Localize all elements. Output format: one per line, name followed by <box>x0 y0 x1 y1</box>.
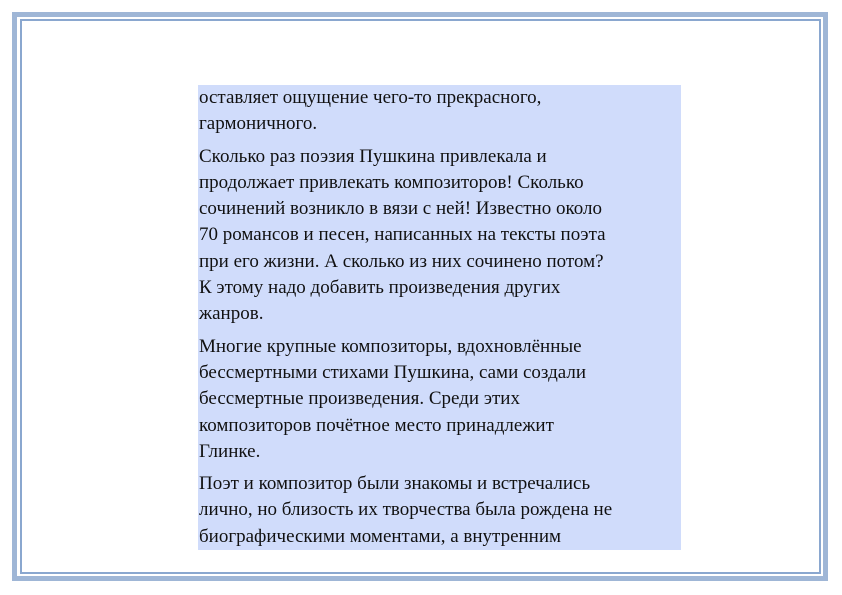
paragraph-line: Глинке. <box>199 440 261 462</box>
paragraph-line: бессмертные произведения. Среди этих <box>199 388 520 410</box>
paragraph-2 <box>198 144 681 328</box>
text-block <box>198 85 681 550</box>
paragraph-line: биографическими моментами, а внутренним <box>199 525 562 547</box>
paragraph-line: оставляет ощущение чего-то прекрасного, <box>199 87 542 108</box>
paragraph-line: продолжает привлекать композиторов! Сколько <box>199 171 584 193</box>
paragraph-4 <box>198 471 681 550</box>
paragraph-3 <box>198 334 681 465</box>
paragraph-line: лично, но близость их творчества была рождена не <box>199 499 613 521</box>
paragraph-line: при его жизни. А сколько из них сочинено потом? <box>199 250 604 272</box>
paragraph-line: сочинений возникло в вязи с ней! Известно около <box>199 198 602 220</box>
paragraph-line: Поэт и композитор были знакомы и встречались <box>199 473 591 495</box>
paragraph-line: 70 романсов и песен, написанных на тексты поэта <box>199 224 606 246</box>
paragraph-line: К этому надо добавить произведения других <box>199 277 561 299</box>
paragraph-line: Многие крупные композиторы, вдохновлённые <box>199 335 582 357</box>
paragraph-line: жанров. <box>199 303 264 325</box>
paragraph-1 <box>198 85 681 138</box>
paragraph-line: Сколько раз поэзия Пушкина привлекала и <box>199 145 547 167</box>
paragraph-line: композиторов почётное место принадлежит <box>199 414 554 436</box>
paragraph-line: бессмертными стихами Пушкина, сами создали <box>199 361 587 383</box>
paragraph-line: гармоничного. <box>199 113 318 135</box>
